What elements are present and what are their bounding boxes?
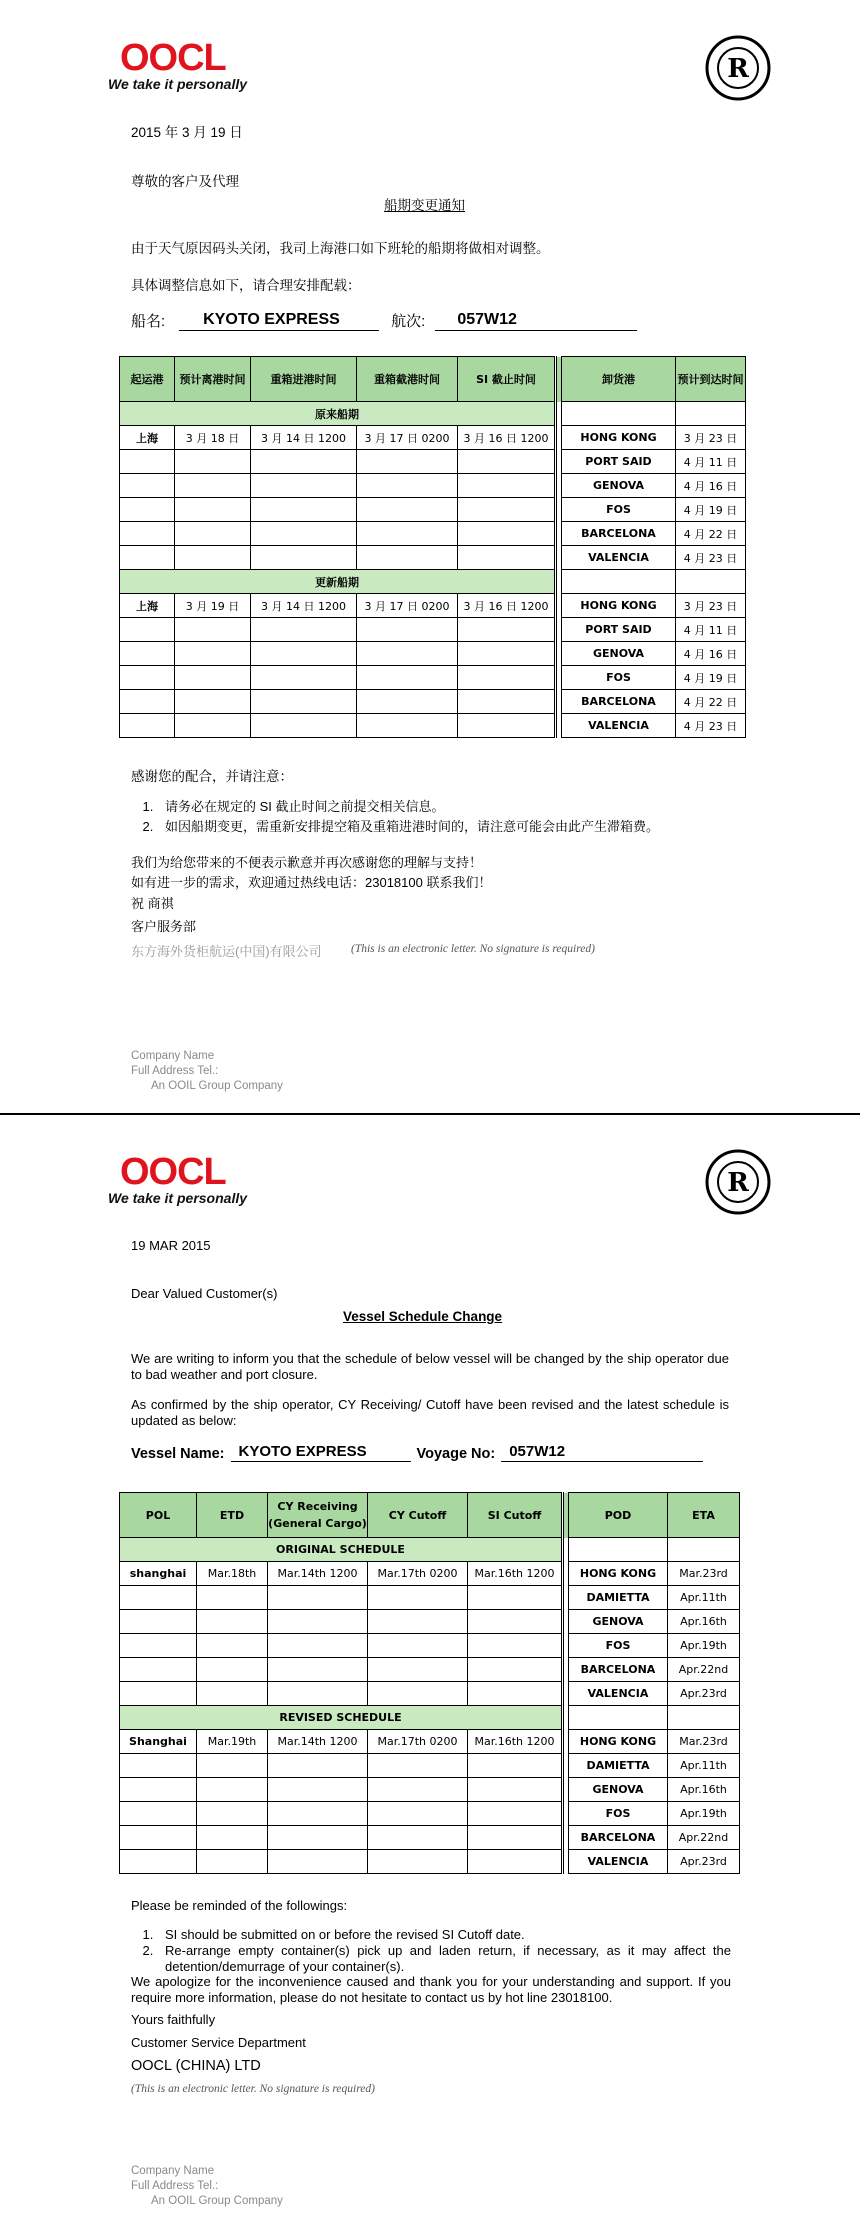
empty-cell	[468, 1634, 563, 1658]
empty-cell	[268, 1754, 368, 1778]
column-header: ETA	[668, 1493, 740, 1538]
pod-cell: GENOVA	[562, 642, 676, 666]
footer-group-2: An OOIL Group Company	[151, 2195, 283, 2207]
eta-cell: 4 月 22 日	[676, 522, 746, 546]
en-voyage-label: Voyage No:	[416, 1446, 496, 1462]
en-regards: Yours faithfully	[131, 2012, 216, 2027]
empty-cell	[120, 1610, 197, 1634]
eta-cell: 4 月 19 日	[676, 666, 746, 690]
cn-electronic-note: (This is an electronic letter. No signature is required)	[351, 943, 595, 955]
en-apology: We apologize for the inconvenience caused and thank you for your understanding and support. If you require more information, please do not hesitate to contact us by hot line 23018100.	[131, 1974, 731, 2005]
schedule-cell: Mar.17th 0200	[368, 1730, 468, 1754]
eta-cell: Apr.22nd	[668, 1826, 740, 1850]
empty-cell	[268, 1610, 368, 1634]
empty-cell	[268, 1802, 368, 1826]
empty-cell	[268, 1778, 368, 1802]
empty-cell	[120, 474, 175, 498]
empty-cell	[458, 666, 556, 690]
column-header: 预计离港时间	[175, 357, 251, 402]
empty-cell	[120, 522, 175, 546]
empty-cell	[251, 474, 357, 498]
eta-cell: Apr.23rd	[668, 1850, 740, 1874]
schedule-cell: Shanghai	[120, 1730, 197, 1754]
en-note-2: 2. Re-arrange empty container(s) pick up and laden return, if necessary, as it may affect the detention/demurrage of your container(s).	[157, 1943, 731, 1975]
cn-thanks: 感谢您的配合，并请注意：	[131, 769, 293, 784]
empty-cell	[120, 546, 175, 570]
oocl-logo-2	[120, 1151, 226, 1193]
certification-seal-icon-2	[705, 1149, 771, 1215]
schedule-cell: Mar.14th 1200	[268, 1562, 368, 1586]
cn-paragraph-1: 由于天气原因码头关闭，我司上海港口如下班轮的船期将做相对调整。	[131, 241, 550, 256]
column-header: SI Cutoff	[468, 1493, 563, 1538]
schedule-cell: 3 月 17 日 0200	[357, 426, 458, 450]
footer-group: An OOIL Group Company	[151, 1080, 283, 1092]
empty-cell	[357, 450, 458, 474]
empty-cell	[268, 1850, 368, 1874]
table-row	[120, 426, 746, 450]
empty-cell	[120, 1850, 197, 1874]
schedule-cell: Mar.17th 0200	[368, 1562, 468, 1586]
empty-cell	[268, 1826, 368, 1850]
cn-vessel-line	[131, 310, 637, 331]
empty-cell	[357, 618, 458, 642]
empty-cell	[668, 1706, 740, 1730]
empty-cell	[468, 1610, 563, 1634]
cn-paragraph-2: 具体调整信息如下，请合理安排配载：	[131, 278, 361, 293]
eta-cell: Mar.23rd	[668, 1730, 740, 1754]
empty-cell	[368, 1850, 468, 1874]
eta-cell: Apr.11th	[668, 1754, 740, 1778]
table-header-row	[120, 357, 746, 402]
schedule-cell: Mar.19th	[197, 1730, 268, 1754]
oocl-logo	[120, 37, 226, 79]
eta-cell: Apr.19th	[668, 1802, 740, 1826]
empty-cell	[197, 1586, 268, 1610]
empty-cell	[197, 1850, 268, 1874]
empty-cell	[668, 1538, 740, 1562]
empty-cell	[458, 642, 556, 666]
en-vessel-label: Vessel Name:	[131, 1446, 225, 1462]
table-row	[120, 1610, 740, 1634]
empty-cell	[468, 1850, 563, 1874]
empty-cell	[120, 498, 175, 522]
empty-cell	[368, 1802, 468, 1826]
cn-apology: 我们为给您带来的不便表示歉意并再次感谢您的理解与支持！	[131, 855, 483, 870]
pod-cell: DAMIETTA	[569, 1754, 668, 1778]
pod-cell: VALENCIA	[562, 714, 676, 738]
cn-regards: 祝 商祺	[131, 896, 174, 911]
en-voyage-number: 057W12	[501, 1443, 703, 1462]
pod-cell: HONG KONG	[562, 426, 676, 450]
column-header: CY Cutoff	[368, 1493, 468, 1538]
empty-cell	[120, 1658, 197, 1682]
table-row	[120, 594, 746, 618]
section-row	[120, 1706, 740, 1730]
pod-cell: HONG KONG	[569, 1730, 668, 1754]
empty-cell	[120, 690, 175, 714]
pod-cell: BARCELONA	[562, 522, 676, 546]
logo-tagline-2: We take it personally	[108, 1190, 248, 1206]
empty-cell	[268, 1682, 368, 1706]
pod-cell: PORT SAID	[562, 450, 676, 474]
empty-cell	[468, 1586, 563, 1610]
table-row	[120, 1850, 740, 1874]
empty-cell	[368, 1826, 468, 1850]
empty-cell	[197, 1826, 268, 1850]
empty-cell	[569, 1706, 668, 1730]
empty-cell	[197, 1778, 268, 1802]
schedule-cell: 3 月 16 日 1200	[458, 594, 556, 618]
table-row	[120, 1562, 740, 1586]
seal-letter: R	[727, 54, 749, 84]
empty-cell	[251, 690, 357, 714]
empty-cell	[120, 1754, 197, 1778]
schedule-cell: 3 月 14 日 1200	[251, 426, 357, 450]
empty-cell	[251, 522, 357, 546]
cn-vessel-name: KYOTO EXPRESS	[179, 311, 379, 331]
column-header: 重箱进港时间	[251, 357, 357, 402]
empty-cell	[175, 642, 251, 666]
table-row	[120, 546, 746, 570]
empty-cell	[357, 666, 458, 690]
footer-address: Full Address Tel.:	[131, 1065, 219, 1077]
schedule-cell: Mar.14th 1200	[268, 1730, 368, 1754]
eta-cell: 4 月 22 日	[676, 690, 746, 714]
pod-cell: HONG KONG	[569, 1562, 668, 1586]
logo-wordmark: OOCL	[120, 37, 226, 79]
cn-hotline: 如有进一步的需求，欢迎通过热线电话：23018100 联系我们！	[131, 875, 492, 890]
empty-cell	[676, 570, 746, 594]
pod-cell: GENOVA	[569, 1610, 668, 1634]
table-row	[120, 474, 746, 498]
table-row	[120, 1658, 740, 1682]
empty-cell	[175, 450, 251, 474]
en-reminder: Please be reminded of the followings:	[131, 1898, 348, 1913]
eta-cell: 4 月 23 日	[676, 714, 746, 738]
logo-wordmark-2: OOCL	[120, 1151, 226, 1193]
en-note-1: 1. SI should be submitted on or before the revised SI Cutoff date.	[157, 1927, 731, 1943]
en-vessel-name: KYOTO EXPRESS	[231, 1443, 411, 1462]
empty-cell	[357, 714, 458, 738]
logo-tagline: We take it personally	[108, 76, 248, 92]
table-row	[120, 522, 746, 546]
en-paragraph-2: As confirmed by the ship operator, CY Receiving/ Cutoff have been revised and the latest schedule is updated as below:	[131, 1397, 729, 1428]
section-label: 原来船期	[120, 402, 556, 426]
cn-vessel-label: 船名:	[131, 313, 166, 330]
table-row	[120, 666, 746, 690]
empty-cell	[175, 498, 251, 522]
empty-cell	[197, 1634, 268, 1658]
eta-cell: 3 月 23 日	[676, 426, 746, 450]
page2-footer	[131, 2164, 283, 2209]
empty-cell	[458, 474, 556, 498]
empty-cell	[368, 1610, 468, 1634]
table-row	[120, 1754, 740, 1778]
pod-cell: FOS	[562, 666, 676, 690]
eta-cell: Apr.19th	[668, 1634, 740, 1658]
cn-note-1: 1. 请务必在规定的 SI 截止时间之前提交相关信息。	[157, 797, 775, 817]
empty-cell	[569, 1538, 668, 1562]
table-row	[120, 1730, 740, 1754]
empty-cell	[368, 1778, 468, 1802]
eta-cell: Apr.23rd	[668, 1682, 740, 1706]
pod-cell: BARCELONA	[569, 1826, 668, 1850]
cn-date: 2015 年 3 月 19 日	[131, 125, 243, 140]
schedule-cell: 3 月 18 日	[175, 426, 251, 450]
cn-note-2: 2. 如因船期变更，需重新安排提空箱及重箱进港时间的，请注意可能会由此产生滞箱费。	[157, 817, 775, 837]
column-header: CY Receiving (General Cargo)	[268, 1493, 368, 1538]
pod-cell: DAMIETTA	[569, 1586, 668, 1610]
empty-cell	[357, 546, 458, 570]
table-row	[120, 450, 746, 474]
pod-cell: GENOVA	[562, 474, 676, 498]
schedule-cell: Mar.16th 1200	[468, 1730, 563, 1754]
eta-cell: Apr.16th	[668, 1778, 740, 1802]
certification-seal-icon	[705, 35, 771, 101]
empty-cell	[251, 498, 357, 522]
pod-cell: FOS	[569, 1802, 668, 1826]
empty-cell	[468, 1658, 563, 1682]
schedule-cell: 上海	[120, 426, 175, 450]
pod-cell: VALENCIA	[562, 546, 676, 570]
cn-title: 船期变更通知	[384, 198, 465, 213]
seal-letter-2: R	[727, 1168, 749, 1198]
empty-cell	[676, 402, 746, 426]
eta-cell: 3 月 23 日	[676, 594, 746, 618]
schedule-cell: Mar.18th	[197, 1562, 268, 1586]
empty-cell	[251, 450, 357, 474]
cn-voyage-number: 057W12	[435, 311, 637, 331]
section-row	[120, 402, 746, 426]
en-date: 19 MAR 2015	[131, 1238, 211, 1253]
eta-cell: 4 月 16 日	[676, 474, 746, 498]
empty-cell	[120, 1802, 197, 1826]
empty-cell	[120, 642, 175, 666]
empty-cell	[357, 498, 458, 522]
en-title: Vessel Schedule Change	[343, 1309, 503, 1324]
pod-cell: BARCELONA	[569, 1658, 668, 1682]
schedule-cell: shanghai	[120, 1562, 197, 1586]
column-header: POL	[120, 1493, 197, 1538]
empty-cell	[197, 1658, 268, 1682]
table-row	[120, 498, 746, 522]
empty-cell	[251, 642, 357, 666]
eta-cell: Apr.22nd	[668, 1658, 740, 1682]
empty-cell	[458, 714, 556, 738]
en-paragraph-1: We are writing to inform you that the schedule of below vessel will be changed by the ship operator due to bad weather and port closure.	[131, 1351, 729, 1382]
pod-cell: VALENCIA	[569, 1850, 668, 1874]
column-header: 重箱截港时间	[357, 357, 458, 402]
table-row	[120, 618, 746, 642]
empty-cell	[368, 1586, 468, 1610]
empty-cell	[175, 666, 251, 690]
empty-cell	[268, 1586, 368, 1610]
empty-cell	[458, 450, 556, 474]
empty-cell	[120, 714, 175, 738]
en-greeting: Dear Valued Customer(s)	[131, 1286, 278, 1301]
schedule-cell: 上海	[120, 594, 175, 618]
eta-cell: 4 月 19 日	[676, 498, 746, 522]
column-header: SI 截止时间	[458, 357, 556, 402]
empty-cell	[197, 1682, 268, 1706]
empty-cell	[197, 1610, 268, 1634]
empty-cell	[175, 618, 251, 642]
eta-cell: Mar.23rd	[668, 1562, 740, 1586]
section-row	[120, 1538, 740, 1562]
column-header: 卸货港	[562, 357, 676, 402]
empty-cell	[458, 618, 556, 642]
empty-cell	[468, 1754, 563, 1778]
table-row	[120, 1634, 740, 1658]
schedule-cell: 3 月 19 日	[175, 594, 251, 618]
empty-cell	[357, 690, 458, 714]
pod-cell: GENOVA	[569, 1778, 668, 1802]
empty-cell	[357, 642, 458, 666]
en-company: OOCL (CHINA) LTD	[131, 2058, 261, 2074]
column-header: 预计到达时间	[676, 357, 746, 402]
footer-address-2: Full Address Tel.:	[131, 2180, 219, 2192]
table-header-row	[120, 1493, 740, 1538]
empty-cell	[368, 1754, 468, 1778]
pod-cell: VALENCIA	[569, 1682, 668, 1706]
section-label: ORIGINAL SCHEDULE	[120, 1538, 563, 1562]
empty-cell	[120, 666, 175, 690]
empty-cell	[468, 1802, 563, 1826]
table-row	[120, 1802, 740, 1826]
en-department: Customer Service Department	[131, 2035, 306, 2050]
cn-department: 客户服务部	[131, 919, 197, 934]
empty-cell	[120, 1682, 197, 1706]
empty-cell	[251, 714, 357, 738]
cn-notes	[135, 797, 775, 837]
column-header: 起运港	[120, 357, 175, 402]
pod-cell: FOS	[562, 498, 676, 522]
cn-greeting: 尊敬的客户及代理	[131, 174, 239, 189]
empty-cell	[357, 522, 458, 546]
eta-cell: 4 月 11 日	[676, 450, 746, 474]
empty-cell	[175, 714, 251, 738]
footer-company-name-2: Company Name	[131, 2165, 215, 2177]
schedule-cell: 3 月 17 日 0200	[357, 594, 458, 618]
table-row	[120, 642, 746, 666]
empty-cell	[197, 1754, 268, 1778]
eta-cell: 4 月 11 日	[676, 618, 746, 642]
table-row	[120, 1586, 740, 1610]
schedule-cell: 3 月 14 日 1200	[251, 594, 357, 618]
empty-cell	[120, 450, 175, 474]
empty-cell	[468, 1682, 563, 1706]
page1-footer	[131, 1049, 283, 1094]
eta-cell: Apr.16th	[668, 1610, 740, 1634]
section-row	[120, 570, 746, 594]
pod-cell: PORT SAID	[562, 618, 676, 642]
section-label: REVISED SCHEDULE	[120, 1706, 563, 1730]
pod-cell: BARCELONA	[562, 690, 676, 714]
en-vessel-line	[131, 1443, 703, 1462]
empty-cell	[120, 1634, 197, 1658]
table-row	[120, 1778, 740, 1802]
empty-cell	[458, 546, 556, 570]
table-row	[120, 690, 746, 714]
empty-cell	[251, 666, 357, 690]
empty-cell	[458, 498, 556, 522]
eta-cell: 4 月 16 日	[676, 642, 746, 666]
empty-cell	[268, 1634, 368, 1658]
en-schedule-table	[119, 1492, 740, 1874]
empty-cell	[120, 618, 175, 642]
page-divider	[0, 1113, 860, 1115]
table-row	[120, 1682, 740, 1706]
empty-cell	[468, 1778, 563, 1802]
empty-cell	[458, 522, 556, 546]
empty-cell	[468, 1826, 563, 1850]
eta-cell: 4 月 23 日	[676, 546, 746, 570]
empty-cell	[197, 1802, 268, 1826]
empty-cell	[120, 1826, 197, 1850]
empty-cell	[368, 1682, 468, 1706]
pod-cell: HONG KONG	[562, 594, 676, 618]
empty-cell	[368, 1658, 468, 1682]
empty-cell	[562, 570, 676, 594]
table-row	[120, 1826, 740, 1850]
empty-cell	[175, 474, 251, 498]
empty-cell	[175, 546, 251, 570]
eta-cell: Apr.11th	[668, 1586, 740, 1610]
footer-company-name: Company Name	[131, 1050, 215, 1062]
section-label: 更新船期	[120, 570, 556, 594]
empty-cell	[268, 1658, 368, 1682]
empty-cell	[175, 522, 251, 546]
empty-cell	[120, 1778, 197, 1802]
empty-cell	[458, 690, 556, 714]
empty-cell	[251, 546, 357, 570]
en-notes	[135, 1927, 731, 1975]
en-electronic-note: (This is an electronic letter. No signature is required)	[131, 2083, 375, 2095]
empty-cell	[251, 618, 357, 642]
table-row	[120, 714, 746, 738]
schedule-cell: 3 月 16 日 1200	[458, 426, 556, 450]
empty-cell	[368, 1634, 468, 1658]
cn-voyage-label: 航次:	[391, 313, 426, 330]
column-header: POD	[569, 1493, 668, 1538]
empty-cell	[120, 1586, 197, 1610]
empty-cell	[562, 402, 676, 426]
pod-cell: FOS	[569, 1634, 668, 1658]
empty-cell	[357, 474, 458, 498]
empty-cell	[175, 690, 251, 714]
schedule-cell: Mar.16th 1200	[468, 1562, 563, 1586]
column-header: ETD	[197, 1493, 268, 1538]
cn-company: 东方海外货柜航运(中国)有限公司	[131, 944, 322, 959]
cn-schedule-table	[119, 356, 746, 738]
